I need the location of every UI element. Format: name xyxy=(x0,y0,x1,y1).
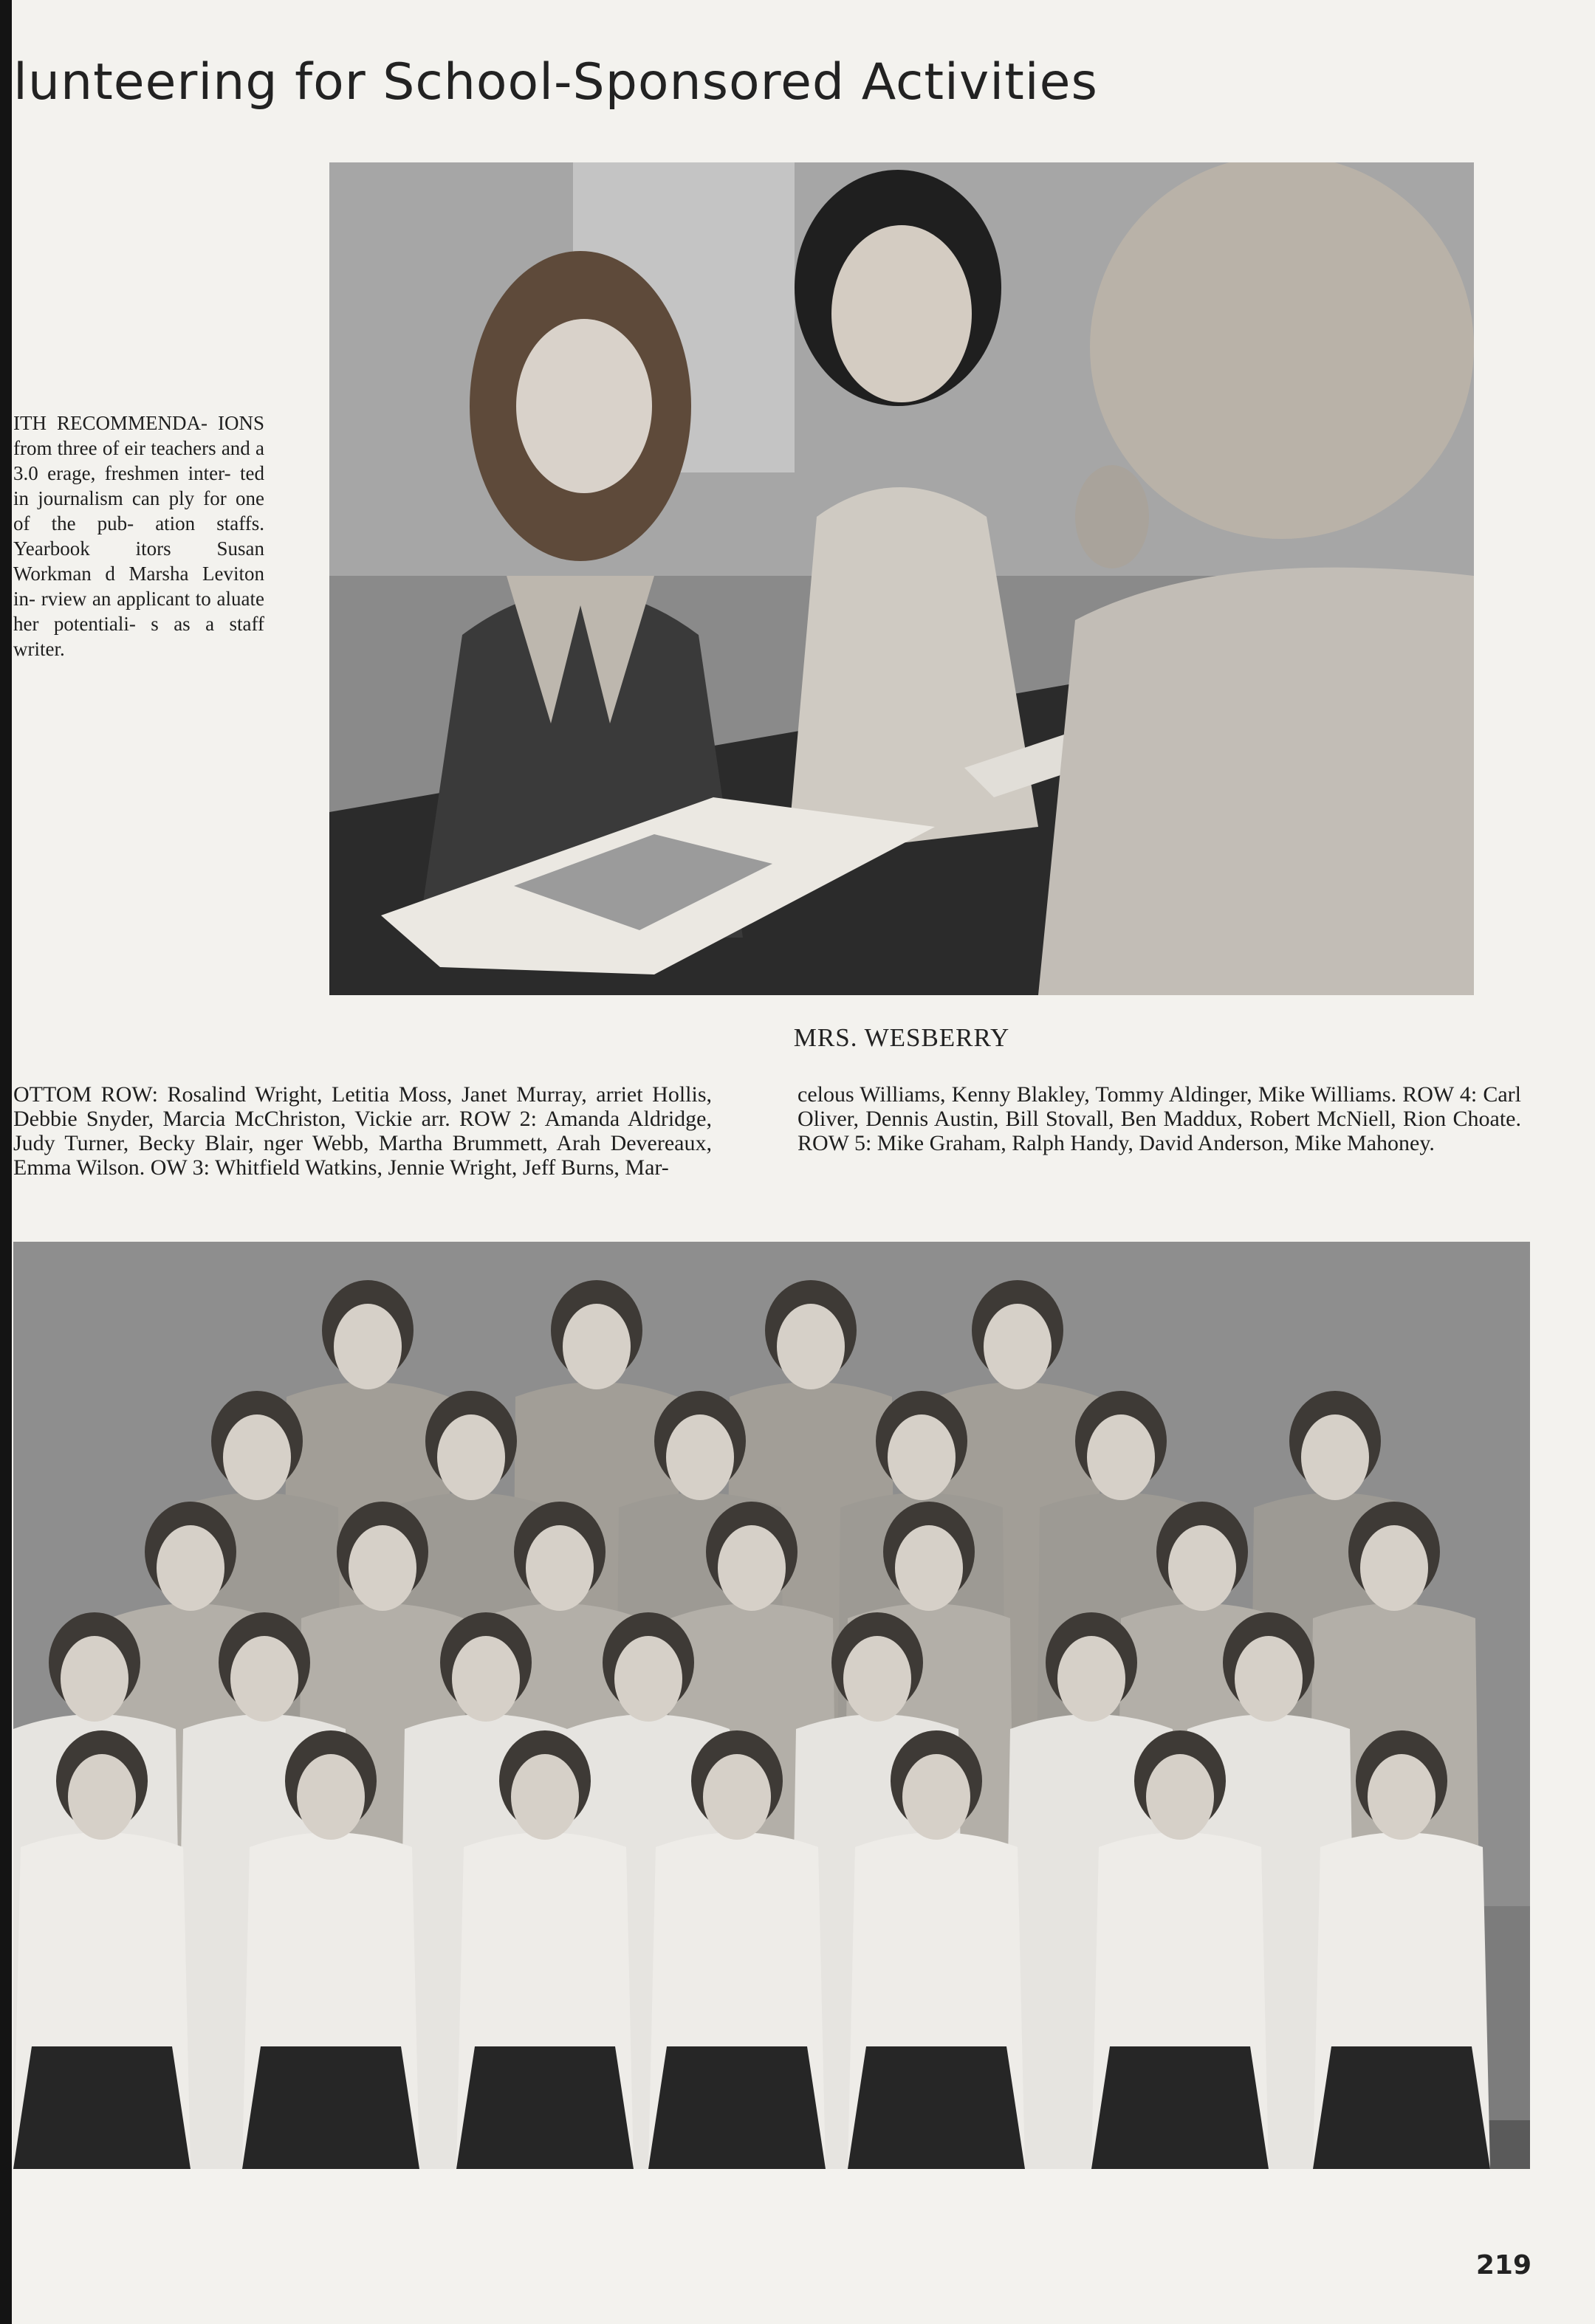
interview-photo-caption: ITH RECOMMENDA- IONS from three of eir teachers and a 3.0 erage, freshmen inter- ted in journalism can ply for one of the pub- ation staffs. Yearbook itors Susan Workman d Marsha Leviton in- rview an applicant to aluate her potentiali- s as a staff writer. xyxy=(13,412,264,660)
group-photo xyxy=(13,1242,1530,2169)
binding-edge xyxy=(0,0,12,2324)
interview-photo xyxy=(329,162,1474,995)
page-heading: lunteering for School-Sponsored Activities xyxy=(13,53,1098,111)
roster-column-left: OTTOM ROW: Rosalind Wright, Letitia Moss, Janet Murray, arriet Hollis, Debbie Snyder, Marcia McChriston, Vickie arr. ROW 2: Amanda Aldridge, Judy Turner, Becky Blair, nger Webb, Martha Brummett, Arah Devereaux, Emma Wilson. OW 3: Whitfield Watkins, Jennie Wright, Jeff Burns, Mar- xyxy=(13,1082,712,1180)
advisor-name: MRS. WESBERRY xyxy=(793,1023,1010,1052)
roster-column-right: celous Williams, Kenny Blakley, Tommy Aldinger, Mike Williams. ROW 4: Carl Oliver, Dennis Austin, Bill Stovall, Ben Maddux, Robert McNiell, Rion Choate. ROW 5: Mike Graham, Ralph Handy, David Anderson, Mike Mahoney. xyxy=(798,1082,1521,1155)
page-number: 219 xyxy=(1475,2250,1531,2280)
